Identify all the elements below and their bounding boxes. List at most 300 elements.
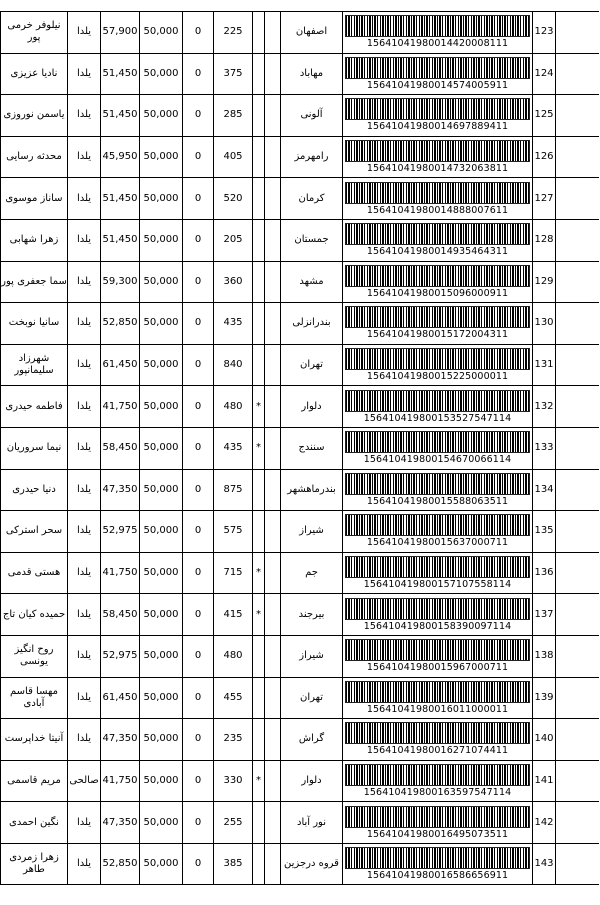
city-cell: گراش [281,719,343,761]
amount-cell: 57,900 [101,12,140,54]
table-row [1,843,600,885]
amount-cell: 41,750 [101,386,140,428]
row-number: 133 [533,427,556,469]
table-row [1,12,600,54]
row-number: 125 [533,95,556,137]
barcode-icon [345,223,530,245]
weight-cell: 375 [214,53,253,95]
blank-cell [265,469,281,511]
mark-cell [253,802,265,844]
blank-cell [265,427,281,469]
mark-cell [253,469,265,511]
tracking-code-text: 156410419800154670066114 [363,454,512,466]
weight-cell: 435 [214,303,253,345]
edge-cell [556,178,600,220]
table-row [1,386,600,428]
mark-cell [253,719,265,761]
amount-cell: 41,750 [101,552,140,594]
blank-cell [265,303,281,345]
recipient-name: نیما سروریان [1,427,68,469]
table-row [1,95,600,137]
fee-cell: 50,000 [140,261,183,303]
barcode-icon [345,182,530,204]
barcode-icon [345,514,530,536]
weight-cell: 415 [214,594,253,636]
tracking-code-cell [343,261,533,303]
edge-cell [556,552,600,594]
barcode-icon [345,98,530,120]
mark-cell [253,53,265,95]
barcode-icon [345,265,530,287]
sender-label: یلدا [68,95,101,137]
zero-cell: 0 [183,802,214,844]
city-cell: تهران [281,677,343,719]
tracking-code-text: 156410419800163597547114 [363,786,512,798]
row-number: 138 [533,635,556,677]
weight-cell: 405 [214,136,253,178]
weight-cell: 520 [214,178,253,220]
row-number: 135 [533,511,556,553]
recipient-name: نگین احمدی [1,802,68,844]
edge-cell [556,136,600,178]
tracking-code-text: 15641041980014935464311 [366,246,509,258]
city-cell: سنندج [281,427,343,469]
tracking-code-cell [343,95,533,137]
tracking-code-text: 15641041980014732063811 [366,163,509,175]
zero-cell: 0 [183,178,214,220]
tracking-code-text: 15641041980016011000011 [366,703,509,715]
weight-cell: 840 [214,344,253,386]
row-number: 129 [533,261,556,303]
blank-cell [265,12,281,54]
edge-cell [556,469,600,511]
sender-label: یلدا [68,635,101,677]
edge-cell [556,261,600,303]
city-cell: آلونی [281,95,343,137]
tracking-code-cell [343,427,533,469]
zero-cell: 0 [183,261,214,303]
barcode-icon [345,473,530,495]
blank-cell [265,843,281,885]
sender-label: یلدا [68,219,101,261]
tracking-code-text: 15641041980014574005911 [366,79,509,91]
table-row [1,511,600,553]
edge-cell [556,344,600,386]
zero-cell: 0 [183,12,214,54]
tracking-code-cell [343,511,533,553]
recipient-name: ساناز موسوی [1,178,68,220]
edge-cell [556,843,600,885]
mark-cell: * [253,594,265,636]
sender-label: یلدا [68,136,101,178]
fee-cell: 50,000 [140,802,183,844]
amount-cell: 58,450 [101,594,140,636]
fee-cell: 50,000 [140,95,183,137]
row-number: 142 [533,802,556,844]
city-cell: دلوار [281,386,343,428]
city-cell: جم [281,552,343,594]
tracking-code-cell [343,219,533,261]
fee-cell: 50,000 [140,594,183,636]
edge-cell [556,802,600,844]
barcode-icon [345,722,530,744]
sender-label: یلدا [68,386,101,428]
sender-label: یلدا [68,12,101,54]
table-row [1,594,600,636]
barcode-icon [345,57,530,79]
recipient-name: آنیتا خداپرست [1,719,68,761]
amount-cell: 61,450 [101,677,140,719]
tracking-code-text: 15641041980015172004311 [366,329,509,341]
amount-cell: 52,975 [101,635,140,677]
row-number: 131 [533,344,556,386]
recipient-name: زهرا شهابی [1,219,68,261]
city-cell: مهاباد [281,53,343,95]
edge-cell [556,303,600,345]
city-cell: دلوار [281,760,343,802]
mark-cell: * [253,386,265,428]
amount-cell: 51,450 [101,178,140,220]
zero-cell: 0 [183,635,214,677]
amount-cell: 59,300 [101,261,140,303]
table-row [1,760,600,802]
tracking-code-cell [343,386,533,428]
sender-label: یلدا [68,261,101,303]
blank-cell [265,802,281,844]
edge-cell [556,95,600,137]
row-number: 141 [533,760,556,802]
records-table-body [1,12,600,885]
fee-cell: 50,000 [140,635,183,677]
barcode-icon [345,348,530,370]
tracking-code-text: 156410419800153527547114 [363,412,512,424]
amount-cell: 51,450 [101,53,140,95]
barcode-icon [345,681,530,703]
table-row [1,303,600,345]
tracking-code-cell [343,760,533,802]
records-table [0,11,599,885]
fee-cell: 50,000 [140,511,183,553]
mark-cell [253,303,265,345]
table-row [1,469,600,511]
tracking-code-cell [343,178,533,220]
recipient-name: سانیا نوبخت [1,303,68,345]
mark-cell: * [253,552,265,594]
city-cell: اصفهان [281,12,343,54]
tracking-code-cell [343,802,533,844]
edge-cell [556,386,600,428]
amount-cell: 45,950 [101,136,140,178]
blank-cell [265,53,281,95]
tracking-code-cell [343,719,533,761]
edge-cell [556,427,600,469]
zero-cell: 0 [183,219,214,261]
tracking-code-text: 15641041980015588063511 [366,495,509,507]
edge-cell [556,635,600,677]
fee-cell: 50,000 [140,469,183,511]
city-cell: جمستان [281,219,343,261]
blank-cell [265,552,281,594]
amount-cell: 58,450 [101,427,140,469]
amount-cell: 52,975 [101,511,140,553]
recipient-name: فاطمه حیدری [1,386,68,428]
recipient-name: مهسا قاسم آبادی [1,677,68,719]
recipient-name: مریم قاسمی [1,760,68,802]
row-number: 136 [533,552,556,594]
table-row [1,136,600,178]
table-row [1,178,600,220]
blank-cell [265,677,281,719]
blank-cell [265,760,281,802]
edge-cell [556,594,600,636]
tracking-code-text: 15641041980014888007611 [366,204,509,216]
sender-label: یلدا [68,511,101,553]
mark-cell [253,635,265,677]
city-cell: تهران [281,344,343,386]
table-row [1,719,600,761]
sender-label: یلدا [68,677,101,719]
blank-cell [265,635,281,677]
barcode-icon [345,598,530,620]
zero-cell: 0 [183,386,214,428]
fee-cell: 50,000 [140,760,183,802]
weight-cell: 715 [214,552,253,594]
row-number: 123 [533,12,556,54]
mark-cell [253,219,265,261]
weight-cell: 455 [214,677,253,719]
zero-cell: 0 [183,427,214,469]
fee-cell: 50,000 [140,427,183,469]
mark-cell [253,178,265,220]
amount-cell: 52,850 [101,843,140,885]
mark-cell [253,95,265,137]
sender-label: یلدا [68,303,101,345]
tracking-code-text: 15641041980014697889411 [366,121,509,133]
fee-cell: 50,000 [140,344,183,386]
mark-cell [253,677,265,719]
tracking-code-cell [343,677,533,719]
weight-cell: 225 [214,12,253,54]
row-number: 137 [533,594,556,636]
mark-cell [253,12,265,54]
amount-cell: 52,850 [101,303,140,345]
zero-cell: 0 [183,719,214,761]
zero-cell: 0 [183,469,214,511]
amount-cell: 41,750 [101,760,140,802]
edge-cell [556,719,600,761]
recipient-name: نادیا عزیزی [1,53,68,95]
zero-cell: 0 [183,344,214,386]
fee-cell: 50,000 [140,53,183,95]
zero-cell: 0 [183,760,214,802]
blank-cell [265,344,281,386]
barcode-icon [345,390,530,412]
amount-cell: 47,350 [101,469,140,511]
tracking-code-cell [343,594,533,636]
recipient-name: نیلوفر خرمی پور [1,12,68,54]
table-row [1,261,600,303]
row-number: 132 [533,386,556,428]
tracking-code-text: 156410419800157107558114 [363,579,512,591]
fee-cell: 50,000 [140,303,183,345]
city-cell: قروه درجزین [281,843,343,885]
fee-cell: 50,000 [140,219,183,261]
row-number: 140 [533,719,556,761]
table-row [1,427,600,469]
barcode-icon [345,556,530,578]
weight-cell: 385 [214,843,253,885]
recipient-name: روح انگیز یونسی [1,635,68,677]
tracking-code-cell [343,344,533,386]
table-row [1,635,600,677]
city-cell: بندرانزلی [281,303,343,345]
sender-label: یلدا [68,469,101,511]
amount-cell: 47,350 [101,802,140,844]
row-number: 124 [533,53,556,95]
barcode-icon [345,847,530,869]
recipient-name: سما جعفری پور [1,261,68,303]
sender-label: یلدا [68,53,101,95]
blank-cell [265,386,281,428]
table-row [1,344,600,386]
weight-cell: 205 [214,219,253,261]
zero-cell: 0 [183,95,214,137]
weight-cell: 285 [214,95,253,137]
table-row [1,53,600,95]
weight-cell: 480 [214,386,253,428]
barcode-icon [345,431,530,453]
city-cell: شیراز [281,511,343,553]
zero-cell: 0 [183,53,214,95]
zero-cell: 0 [183,677,214,719]
amount-cell: 47,350 [101,719,140,761]
row-number: 130 [533,303,556,345]
barcode-icon [345,806,530,828]
tracking-code-cell [343,843,533,885]
city-cell: مشهد [281,261,343,303]
weight-cell: 875 [214,469,253,511]
tracking-code-text: 15641041980015637000711 [366,537,509,549]
recipient-name: هستی قدمی [1,552,68,594]
tracking-code-cell [343,469,533,511]
fee-cell: 50,000 [140,178,183,220]
blank-cell [265,261,281,303]
mark-cell [253,136,265,178]
weight-cell: 435 [214,427,253,469]
edge-cell [556,12,600,54]
tracking-code-text: 15641041980015096000911 [366,287,509,299]
blank-cell [265,178,281,220]
recipient-name: حمیده کیان تاج [1,594,68,636]
tracking-code-cell [343,635,533,677]
barcode-icon [345,140,530,162]
table-row [1,219,600,261]
zero-cell: 0 [183,552,214,594]
zero-cell: 0 [183,303,214,345]
amount-cell: 51,450 [101,95,140,137]
edge-cell [556,53,600,95]
mark-cell [253,843,265,885]
weight-cell: 575 [214,511,253,553]
fee-cell: 50,000 [140,552,183,594]
barcode-icon [345,306,530,328]
recipient-name: سحر استرکی [1,511,68,553]
barcode-icon [345,764,530,786]
weight-cell: 235 [214,719,253,761]
tracking-code-text: 15641041980016586656911 [366,870,509,882]
zero-cell: 0 [183,594,214,636]
tracking-code-cell [343,12,533,54]
blank-cell [265,136,281,178]
blank-cell [265,95,281,137]
tracking-code-cell [343,136,533,178]
blank-cell [265,719,281,761]
mark-cell [253,344,265,386]
recipient-name: دنیا حیدری [1,469,68,511]
sender-label: یلدا [68,552,101,594]
amount-cell: 61,450 [101,344,140,386]
weight-cell: 360 [214,261,253,303]
mark-cell: * [253,760,265,802]
weight-cell: 480 [214,635,253,677]
weight-cell: 330 [214,760,253,802]
barcode-icon [345,639,530,661]
recipient-name: یاسمن نوروزی [1,95,68,137]
row-number: 134 [533,469,556,511]
city-cell: نور آباد [281,802,343,844]
blank-cell [265,511,281,553]
sender-label: یلدا [68,344,101,386]
edge-cell [556,677,600,719]
city-cell: بندرماهشهر [281,469,343,511]
table-row [1,802,600,844]
recipient-name: زهرا زمردی طاهر [1,843,68,885]
mark-cell [253,511,265,553]
fee-cell: 50,000 [140,136,183,178]
fee-cell: 50,000 [140,677,183,719]
tracking-code-text: 15641041980015967000711 [366,662,509,674]
mark-cell [253,261,265,303]
tracking-code-text: 15641041980015225000011 [366,371,509,383]
sender-label: یلدا [68,427,101,469]
recipient-name: محدثه رسایی [1,136,68,178]
fee-cell: 50,000 [140,12,183,54]
sender-label: صالحی [68,760,101,802]
zero-cell: 0 [183,136,214,178]
sender-label: یلدا [68,594,101,636]
edge-cell [556,511,600,553]
tracking-code-text: 15641041980016271074411 [366,745,509,757]
zero-cell: 0 [183,511,214,553]
row-number: 127 [533,178,556,220]
row-number: 126 [533,136,556,178]
sender-label: یلدا [68,719,101,761]
row-number: 139 [533,677,556,719]
sender-label: یلدا [68,802,101,844]
tracking-code-cell [343,552,533,594]
edge-cell [556,219,600,261]
tracking-code-cell [343,53,533,95]
edge-cell [556,760,600,802]
blank-cell [265,219,281,261]
table-row [1,552,600,594]
amount-cell: 51,450 [101,219,140,261]
sender-label: یلدا [68,178,101,220]
barcode-icon [345,15,530,37]
tracking-code-text: 156410419800158390097114 [363,620,512,632]
row-number: 143 [533,843,556,885]
tracking-code-cell [343,303,533,345]
